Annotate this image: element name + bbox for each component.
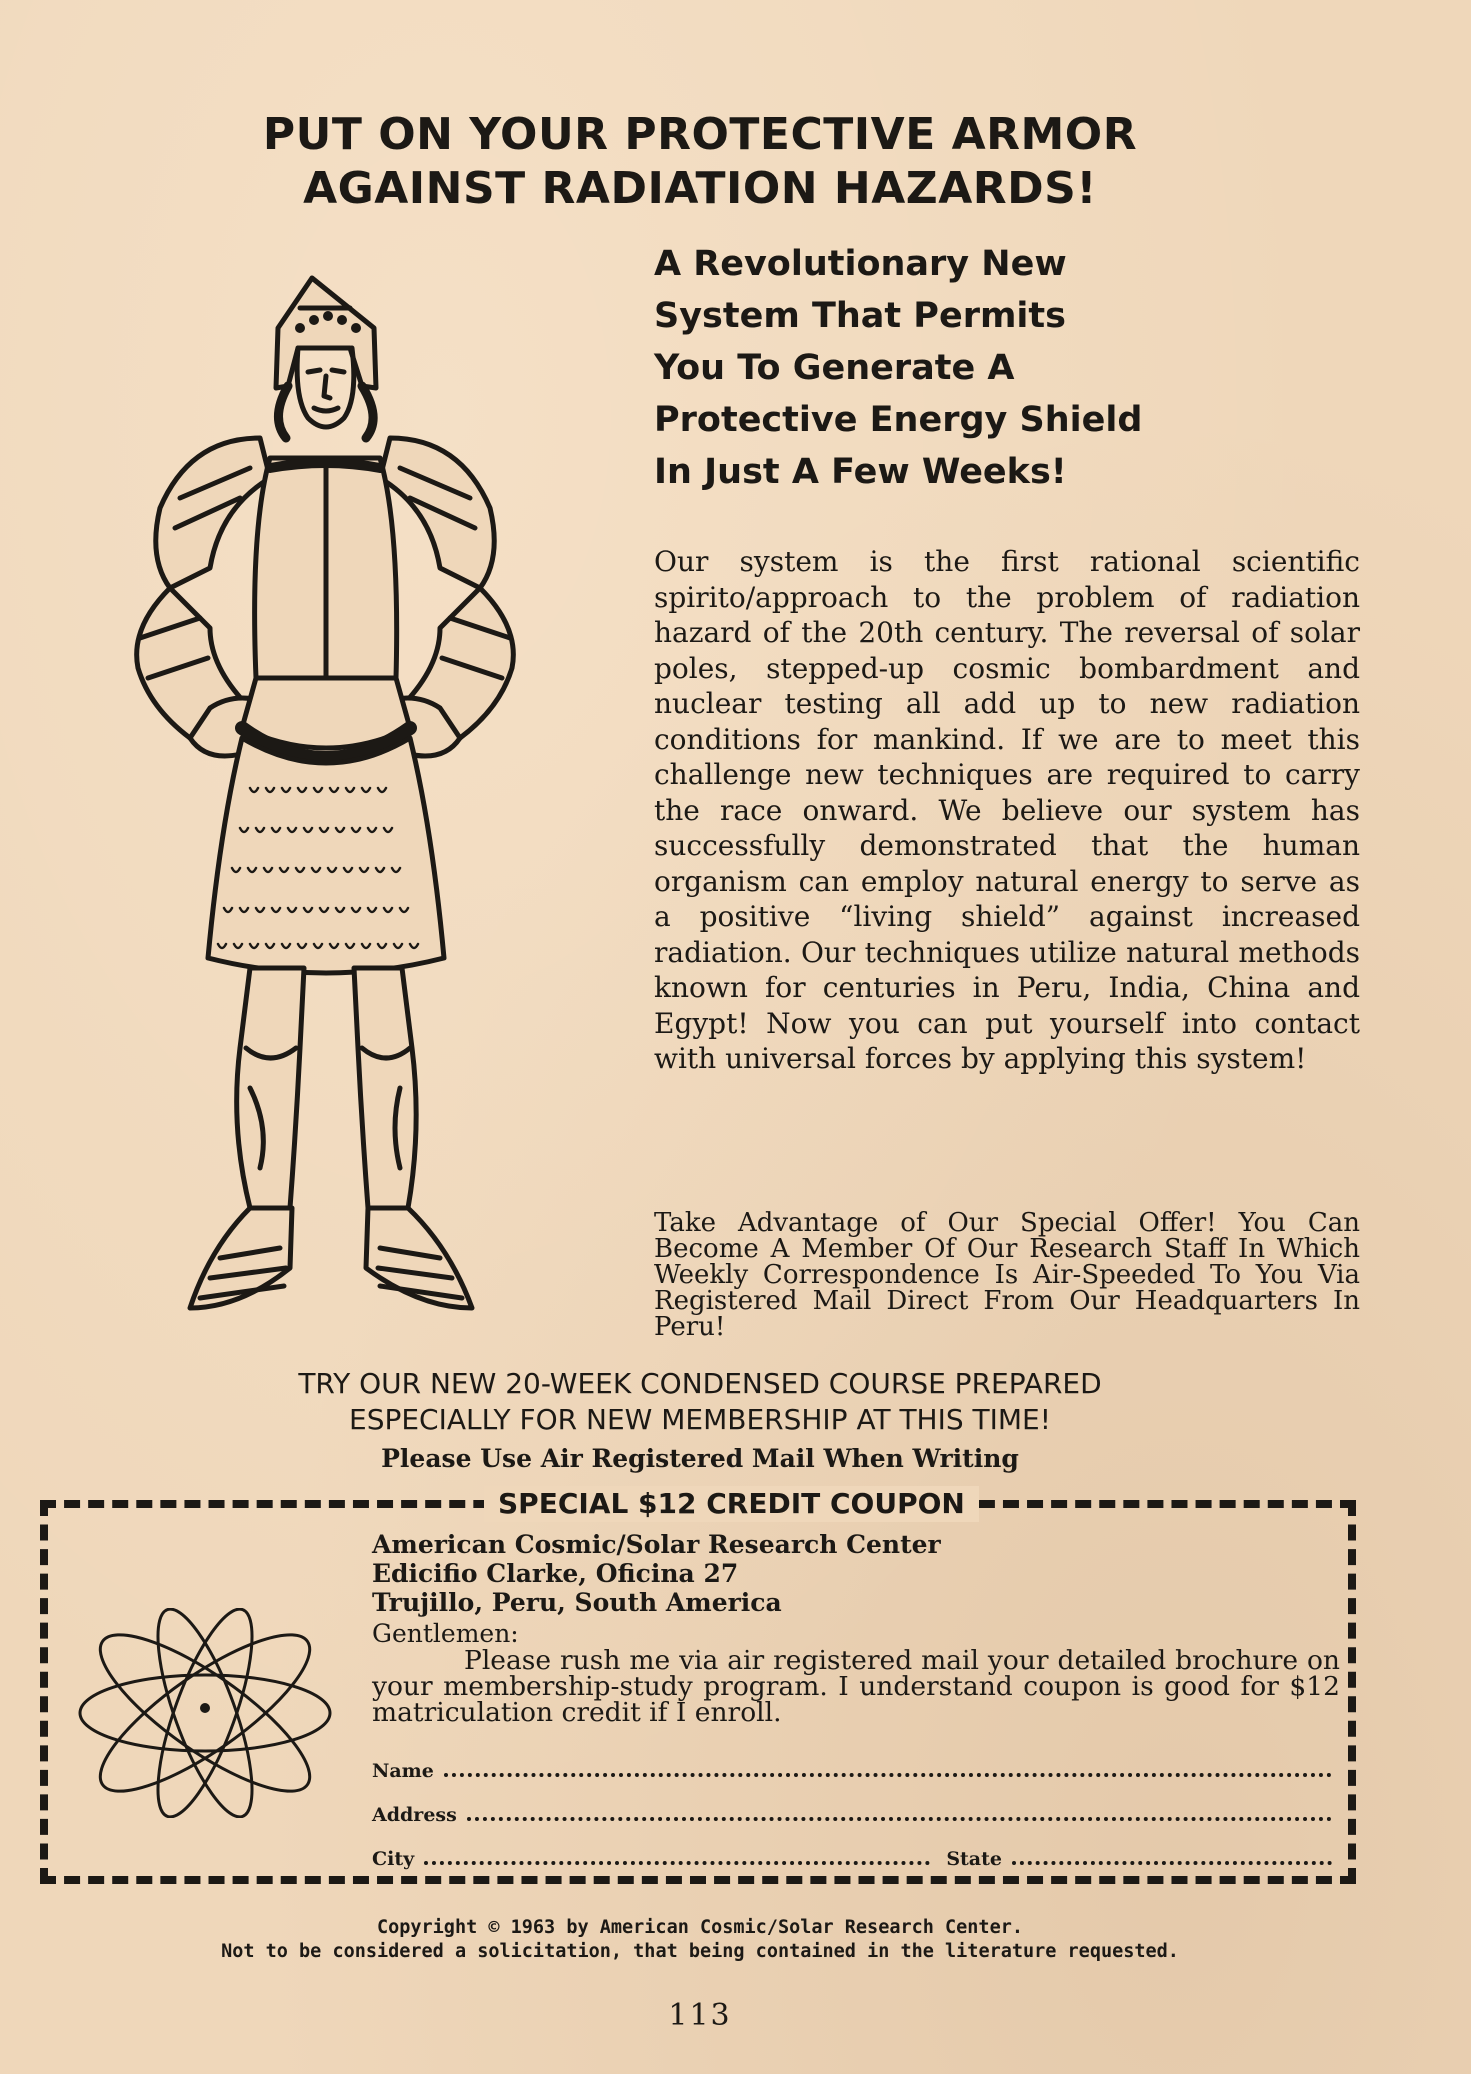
city-label: City <box>372 1848 415 1870</box>
name-label: Name <box>372 1760 434 1782</box>
address-blank-line[interactable] <box>467 1816 1332 1821</box>
subhead-line: A Revolutionary New <box>654 244 1067 284</box>
state-label: State <box>946 1848 1002 1870</box>
coupon-title: SPECIAL $12 CREDIT COUPON <box>484 1486 979 1522</box>
subhead-line: In Just A Few Weeks! <box>654 452 1067 492</box>
copyright-line-1: Copyright © 1963 by American Cosmic/Solar Research Center. <box>376 1917 1023 1938</box>
city-state-field[interactable] <box>372 1848 1340 1870</box>
special-offer-text: Take Advantage of Our Special Offer! You Can Become A Member Of Our Research Staff In Which Weekly Correspondence Is Air-Speeded To You Via Registered Mail Direct From Our Headquarters In Peru! <box>654 1208 1360 1342</box>
atom-icon <box>70 1608 340 1818</box>
headline-line-2: AGAINST RADIATION HAZARDS! <box>303 163 1097 214</box>
subhead-line: You To Generate A <box>654 348 1015 388</box>
mailing-address <box>372 1530 941 1617</box>
address-line: Edicifio Clarke, Oficina 27 <box>372 1559 739 1588</box>
course-line-2: ESPECIALLY FOR NEW MEMBERSHIP AT THIS TIME! <box>349 1403 1051 1436</box>
address-field[interactable] <box>372 1804 1340 1826</box>
salutation: Gentlemen: <box>372 1619 519 1648</box>
headline <box>230 108 1170 216</box>
subheadline <box>654 238 1214 498</box>
copyright-notice <box>100 1916 1300 1964</box>
subhead-line: System That Permits <box>654 296 1066 336</box>
brochure-request: Please rush me via air registered mail your detailed brochure on your membership-study program. I understand coupon is good for $12 matriculation credit if I enroll. <box>372 1645 1340 1728</box>
course-line-1: TRY OUR NEW 20-WEEK CONDENSED COURSE PREPARED <box>298 1367 1102 1400</box>
knight-in-armor-illustration <box>100 268 580 1336</box>
air-mail-note: Please Use Air Registered Mail When Writing <box>381 1444 1019 1473</box>
headline-line-1: PUT ON YOUR PROTECTIVE ARMOR <box>262 109 1138 160</box>
body-copy: Our system is the first rational scientific spirito/approach to the problem of radiation hazard of the 20th century. The reversal of solar poles, stepped-up cosmic bombardment and nuclear testing all add up to new radiation conditions for mankind. If we are to meet this challenge new techniques are required to carry the race onward. We believe our system has successfully demonstrated that the human organism can employ natural energy to serve as a positive “living shield” against increased radiation. Our techniques utilize natural methods known for centuries in Peru, India, China and Egypt! Now you can put yourself into contact with universal forces by applying this system! <box>654 545 1360 1075</box>
name-blank-line[interactable] <box>444 1772 1332 1777</box>
state-blank-line[interactable] <box>1012 1860 1332 1865</box>
city-blank-line[interactable] <box>424 1860 930 1865</box>
address-line: American Cosmic/Solar Research Center <box>372 1530 941 1559</box>
copyright-line-2: Not to be considered a solicitation, that being contained in the literature requested. <box>221 1941 1179 1962</box>
course-announcement <box>220 1366 1180 1438</box>
credit-coupon <box>40 1487 1356 1884</box>
address-label: Address <box>372 1804 457 1826</box>
subhead-line: Protective Energy Shield <box>654 400 1143 440</box>
page-number: 113 <box>668 1998 732 2033</box>
name-field[interactable] <box>372 1760 1340 1782</box>
address-line: Trujillo, Peru, South America <box>372 1588 782 1617</box>
